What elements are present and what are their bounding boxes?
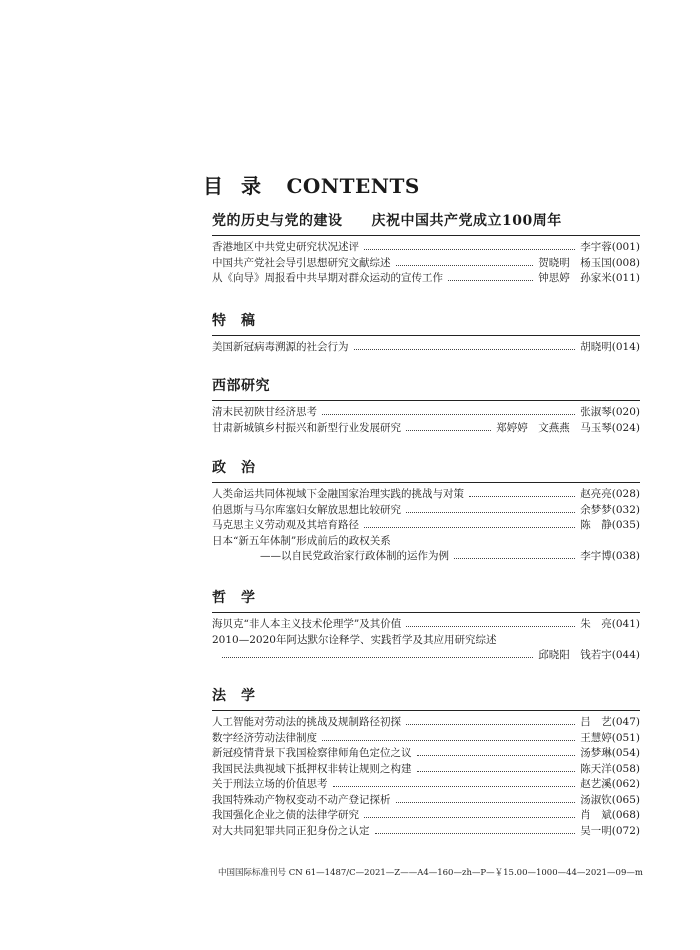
- toc-entry[interactable]: [212, 256, 640, 272]
- leader-dots: [364, 817, 575, 818]
- leader-dots: [406, 724, 575, 725]
- leader-dots: [406, 430, 491, 431]
- entry-author-page: 肖 斌(068): [580, 809, 640, 821]
- entry-title: 海贝克“非人本主义技术伦理学”及其价值: [212, 618, 402, 630]
- publication-info-footer: 中国国际标准刊号 CN 61—1487/C—2021—Z——A4—160—zh—P—￥15.00—1000—44—2021—09—m: [218, 868, 643, 878]
- leader-dots: [364, 249, 575, 250]
- leader-dots: [375, 833, 576, 834]
- entry-title: 日本“新五年体制”形成前后的政权关系: [212, 534, 391, 547]
- entry-title: 清末民初陕甘经济思考: [212, 406, 317, 418]
- leader-dots: [222, 657, 533, 658]
- leader-dots: [417, 771, 576, 772]
- leader-dots: [469, 496, 575, 497]
- entry-author-page: 邱晓阳 钱若宇(044): [538, 649, 640, 661]
- entry-title: 马克思主义劳动观及其培育路径: [212, 519, 359, 531]
- leader-dots: [333, 786, 576, 787]
- entry-author-page: 胡晓明(014): [580, 341, 640, 353]
- toc-entry[interactable]: [212, 824, 640, 840]
- page-title: [203, 170, 420, 199]
- section-philosophy: [212, 587, 640, 664]
- entry-author-page: 钟思婷 孙家米(011): [538, 272, 640, 284]
- section-special: [212, 310, 640, 356]
- entry-title: 2010—2020年阿达默尔诠释学、实践哲学及其应用研究综述: [212, 633, 497, 646]
- toc-entry[interactable]: [212, 731, 640, 747]
- toc-entry[interactable]: [212, 808, 640, 824]
- entry-title: 从《向导》周报看中共早期对群众运动的宣传工作: [212, 272, 443, 284]
- leader-dots: [364, 527, 575, 528]
- toc-entry[interactable]: [212, 762, 640, 778]
- entry-title: 我国民法典视域下抵押权非转让规则之构建: [212, 762, 412, 775]
- entry-title: 中国共产党社会导引思想研究文献综述: [212, 256, 391, 269]
- entry-title: 新冠疫情背景下我国检察律师角色定位之议: [212, 747, 412, 759]
- entry-author-page: 王慧婷(051): [580, 731, 640, 744]
- page-title-cn: 目录: [203, 174, 279, 198]
- toc-entry[interactable]: [212, 633, 640, 649]
- entry-title: 我国强化企业之债的法律学研究: [212, 809, 359, 821]
- toc-entry[interactable]: [212, 534, 640, 550]
- entry-author-page: 余梦梦(032): [580, 503, 640, 516]
- leader-dots: [417, 755, 576, 756]
- entry-author-page: 吕 艺(047): [580, 716, 640, 728]
- entry-author-page: 贺晓明 杨玉国(008): [538, 256, 640, 269]
- leader-dots: [396, 265, 534, 266]
- entry-title: 人工智能对劳动法的挑战及规制路径初探: [212, 716, 401, 728]
- entry-author-page: 赵亮亮(028): [580, 488, 640, 500]
- leader-dots: [322, 414, 575, 415]
- toc-entry[interactable]: [212, 746, 640, 762]
- section-heading: 哲 学: [212, 587, 640, 613]
- entry-author-page: 朱 亮(041): [580, 618, 640, 630]
- entry-author-page: 陈天洋(058): [580, 762, 640, 775]
- leader-dots: [406, 512, 575, 513]
- toc-entry-subtitle[interactable]: [212, 549, 640, 565]
- entry-author-page: 赵艺溪(062): [580, 778, 640, 790]
- leader-dots: [396, 802, 576, 803]
- section-history: [212, 210, 640, 287]
- entry-title: 美国新冠病毒溯源的社会行为: [212, 341, 349, 353]
- toc-entry[interactable]: [212, 793, 640, 809]
- entry-author-page: 吴一明(072): [580, 824, 640, 837]
- entry-title: 关于刑法立场的价值思考: [212, 778, 328, 790]
- toc-entry[interactable]: [212, 271, 640, 287]
- entry-title: 对大共同犯罪共同正犯身份之认定: [212, 824, 370, 837]
- toc-entry[interactable]: [212, 518, 640, 534]
- entry-title: 伯恩斯与马尔库塞妇女解放思想比较研究: [212, 503, 401, 516]
- toc-entry[interactable]: [212, 340, 640, 356]
- toc-entry-continued[interactable]: [212, 648, 640, 664]
- toc-entry[interactable]: [212, 715, 640, 731]
- section-politics: [212, 457, 640, 565]
- toc-entry[interactable]: [212, 617, 640, 633]
- entry-author-page: 郑婷婷 文燕燕 马玉琴(024): [496, 421, 640, 434]
- entry-author-page: 李宇蓉(001): [580, 241, 640, 253]
- leader-dots: [322, 740, 575, 741]
- section-law: [212, 685, 640, 839]
- entry-title: 数字经济劳动法律制度: [212, 731, 317, 744]
- section-heading: 政 治: [212, 457, 640, 483]
- toc-entry[interactable]: [212, 503, 640, 519]
- section-heading: 西部研究: [212, 375, 640, 401]
- toc-entry[interactable]: [212, 240, 640, 256]
- leader-dots: [448, 280, 533, 281]
- entry-subtitle: ——以自民党政治家行政体制的运作为例: [260, 550, 449, 562]
- leader-dots: [354, 349, 576, 350]
- entry-author-page: 汤梦琳(054): [580, 747, 640, 759]
- section-west: [212, 375, 640, 436]
- entry-author-page: 陈 静(035): [580, 519, 640, 531]
- entry-title: 香港地区中共党史研究状况述评: [212, 241, 359, 253]
- toc-entry[interactable]: [212, 777, 640, 793]
- section-heading: 特 稿: [212, 310, 640, 336]
- section-heading: 法 学: [212, 685, 640, 711]
- toc-entry[interactable]: [212, 421, 640, 437]
- entry-title: 甘肃新城镇乡村振兴和新型行业发展研究: [212, 421, 401, 434]
- entry-title: 我国特殊动产物权变动不动产登记探析: [212, 793, 391, 806]
- entry-author-page: 张淑琴(020): [580, 406, 640, 418]
- entry-author-page: 汤淑钦(065): [580, 793, 640, 806]
- toc-entry[interactable]: [212, 405, 640, 421]
- leader-dots: [454, 558, 575, 559]
- entry-author-page: 李宇博(038): [580, 550, 640, 562]
- section-heading: 党的历史与党的建设 庆祝中国共产党成立100周年: [212, 210, 640, 236]
- entry-title: 人类命运共同体视域下金融国家治理实践的挑战与对策: [212, 488, 464, 500]
- leader-dots: [406, 626, 575, 627]
- toc-entry[interactable]: [212, 487, 640, 503]
- page-title-en: CONTENTS: [286, 174, 420, 198]
